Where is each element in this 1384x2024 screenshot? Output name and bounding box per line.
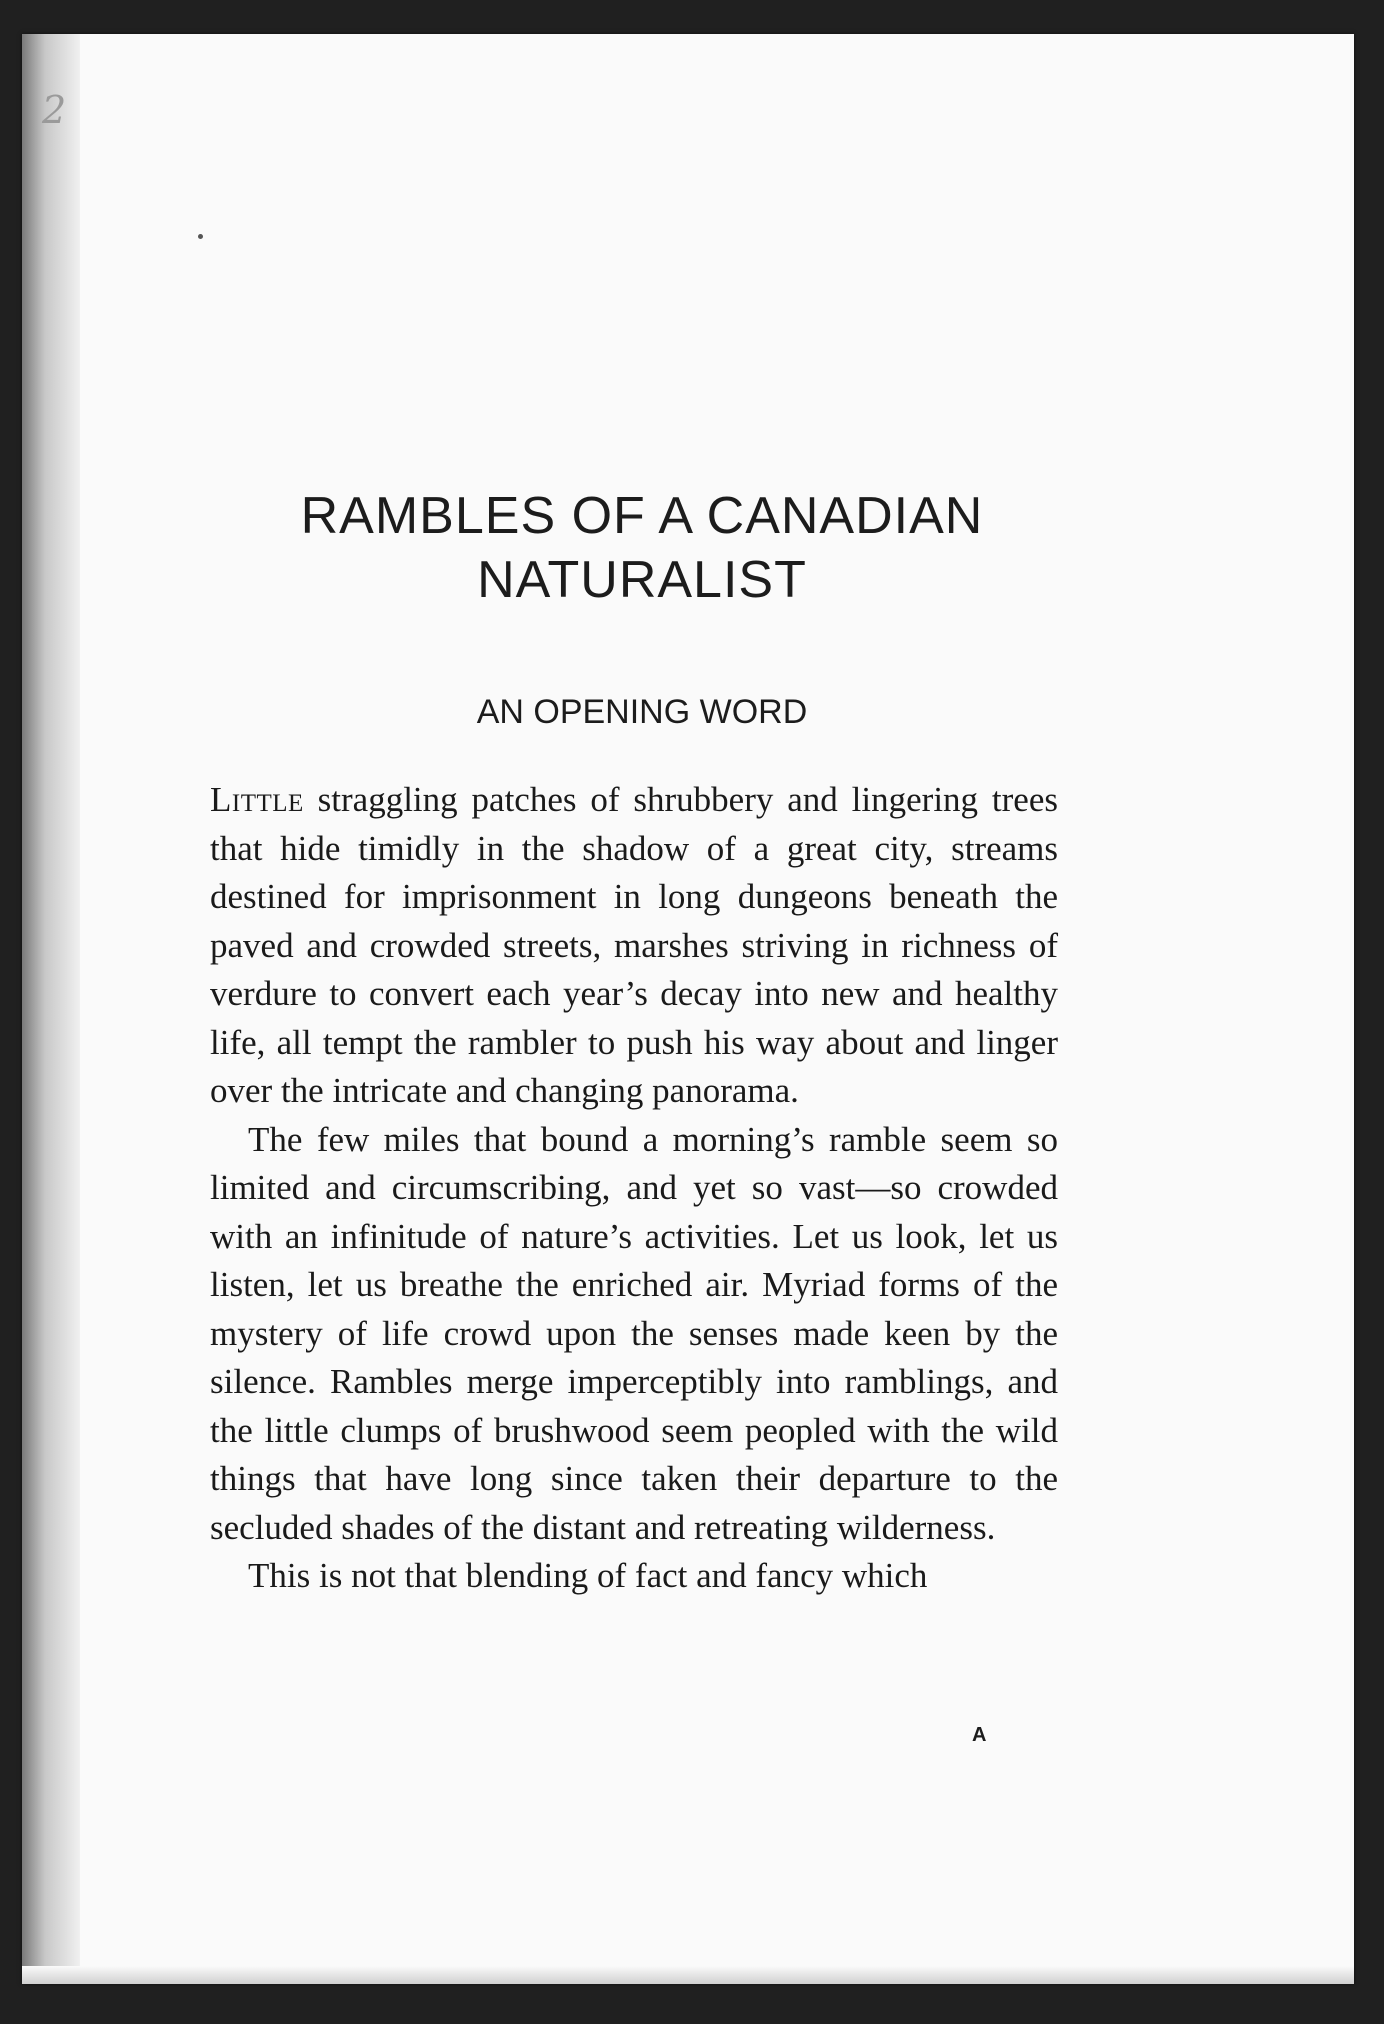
- spine-shadow: [22, 34, 80, 1984]
- book-title-line-2: NATURALIST: [477, 551, 807, 609]
- page-bottom-edge: [22, 1966, 1354, 1984]
- body-text: [210, 776, 1058, 1601]
- book-title: [182, 484, 1102, 612]
- section-heading: AN OPENING WORD: [476, 693, 808, 731]
- paragraph-1-text: straggling patches of shrubbery and lingering trees that hide timidly in the shadow of a great city, streams destined for imprisonment in long dungeons beneath the paved and crowded streets, marshes striving in richness of verdure to convert each year’s decay into new and healthy life, all tempt the rambler to push his way about and linger over the intricate and changing panorama.: [210, 780, 1058, 1110]
- signature-mark: A: [972, 1724, 987, 1746]
- pencil-page-mark: 2: [42, 88, 67, 132]
- paragraph-1-lead-word: Little: [210, 780, 304, 819]
- ink-dot: [198, 234, 203, 239]
- book-page: [22, 34, 1354, 1984]
- book-title-line-1: RAMBLES OF A CANADIAN: [300, 487, 984, 545]
- paragraph-1: [210, 776, 1058, 1116]
- paragraph-2: The few miles that bound a morning’s ramble seem so limited and circumscribing, and yet so vast—so crowded with an infinitude of nature’s activities. Let us look, let us listen, let us breathe the enriched air. Myriad forms of the mystery of life crowd upon the senses made keen by the silence. Rambles merge imperceptibly into ramblings, and the little clumps of brushwood seem peopled with the wild things that have long since taken their departure to the secluded shades of the distant and retreating wilderness.: [210, 1119, 1058, 1547]
- paragraph-3: This is not that blending of fact and fancy which: [248, 1556, 928, 1595]
